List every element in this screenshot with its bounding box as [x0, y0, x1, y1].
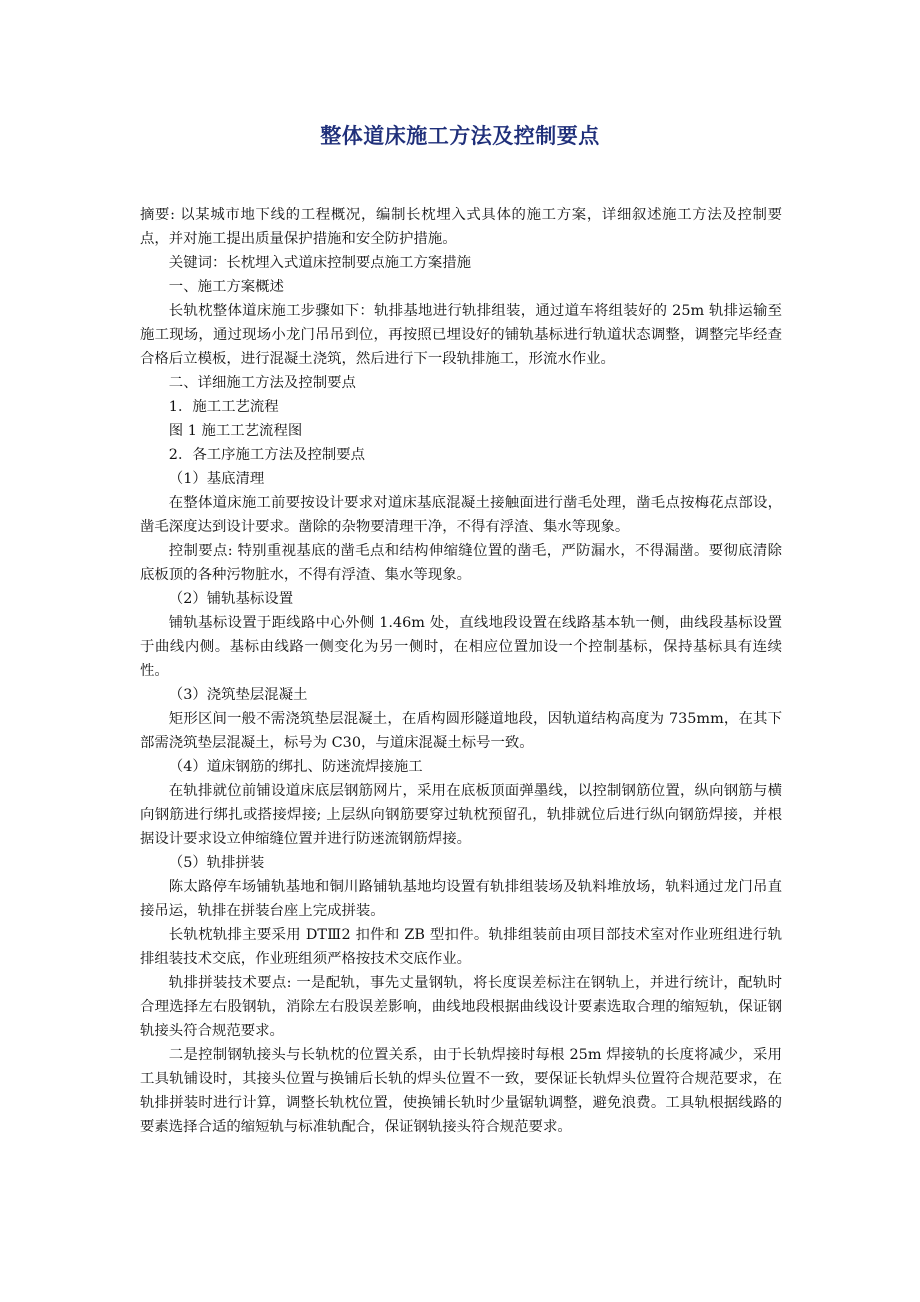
subsection-heading-1: 1．施工工艺流程	[168, 399, 279, 415]
document-body	[140, 203, 782, 1139]
overview-paragraph: 长轨枕整体道床施工步骤如下：轨排基地进行轨排组装，通过道车将组装好的 25m 轨排运输至施工现场，通过现场小龙门吊吊到位，再按照已埋设好的铺轨基标进行轨道状态调整，调整完毕经查合格后立模板，进行混凝土浇筑，然后进行下一段轨排施工，形流水作业。	[140, 303, 782, 367]
item-heading-2: （2）铺轨基标设置	[168, 591, 294, 607]
body-paragraph: 矩形区间一般不需浇筑垫层混凝土，在盾构圆形隧道地段，因轨道结构高度为 735mm，在其下部需浇筑垫层混凝土，标号为 C30，与道床混凝土标号一致。	[140, 711, 782, 751]
keywords-paragraph: 关键词：长枕埋入式道床控制要点施工方案措施	[168, 255, 472, 271]
body-paragraph: 在整体道床施工前要按设计要求对道床基底混凝土接触面进行凿毛处理，凿毛点按梅花点部设，凿毛深度达到设计要求。凿除的杂物要清理干净，不得有浮渣、集水等现象。	[140, 495, 782, 535]
document-title: 整体道床施工方法及控制要点	[320, 123, 600, 148]
item-heading-5: （5）轨排拼装	[168, 855, 265, 871]
section-heading-2: 二、详细施工方法及控制要点	[168, 375, 356, 391]
subsection-heading-2: 2．各工序施工方法及控制要点	[168, 447, 366, 463]
body-paragraph: 在轨排就位前铺设道床底层钢筋网片，采用在底板顶面弹墨线，以控制钢筋位置，纵向钢筋与横向钢筋进行绑扎或搭接焊接; 上层纵向钢筋要穿过轨枕预留孔，轨排就位后进行纵向钢筋焊接，并根据设计要求设立伸缩缝位置并进行防迷流钢筋焊接。	[140, 783, 782, 847]
item-heading-1: （1）基底清理	[168, 471, 265, 487]
body-paragraph: 二是控制钢轨接头与长轨枕的位置关系，由于长轨焊接时每根 25m 焊接轨的长度将减少，采用工具轨铺设时，其接头位置与换铺后长轨的焊头位置不一致，要保证长轨焊头位置符合规范要求，在轨排拼装时进行计算，调整长轨枕位置，使换铺长轨时少量锯轨调整，避免浪费。工具轨根据线路的要素选择合适的缩短轨与标准轨配合，保证钢轨接头符合规范要求。	[140, 1047, 782, 1135]
body-paragraph: 控制要点: 特别重视基底的凿毛点和结构伸缩缝位置的凿毛，严防漏水，不得漏凿。要彻底清除底板顶的各种污物脏水，不得有浮渣、集水等现象。	[140, 543, 782, 583]
figure-caption: 图 1 施工工艺流程图	[168, 423, 303, 439]
body-paragraph: 铺轨基标设置于距线路中心外侧 1.46m 处，直线地段设置在线路基本轨一侧，曲线段基标设置于曲线内侧。基标由线路一侧变化为另一侧时，在相应位置加设一个控制基标，保持基标具有连续性。	[140, 615, 782, 679]
item-heading-4: （4）道床钢筋的绑扎、防迷流焊接施工	[168, 759, 423, 775]
section-heading-1: 一、施工方案概述	[168, 279, 284, 295]
body-paragraph: 轨排拼装技术要点: 一是配轨，事先丈量钢轨，将长度误差标注在钢轨上，并进行统计，配轨时合理选择左右股钢轨，消除左右股误差影响，曲线地段根据曲线设计要素选取合理的缩短轨，保证钢轨接头符合规范要求。	[140, 975, 782, 1039]
abstract-paragraph: 摘要: 以某城市地下线的工程概况，编制长枕埋入式具体的施工方案，详细叙述施工方法及控制要点，并对施工提出质量保护措施和安全防护措施。	[140, 207, 782, 247]
item-heading-3: （3）浇筑垫层混凝土	[168, 687, 308, 703]
body-paragraph: 长轨枕轨排主要采用 DTⅢ2 扣件和 ZB 型扣件。轨排组装前由项目部技术室对作业班组进行轨排组装技术交底，作业班组须严格按技术交底作业。	[140, 927, 782, 967]
body-paragraph: 陈太路停车场铺轨基地和铜川路铺轨基地均设置有轨排组装场及轨料堆放场，轨料通过龙门吊直接吊运，轨排在拼装台座上完成拼装。	[140, 879, 782, 919]
